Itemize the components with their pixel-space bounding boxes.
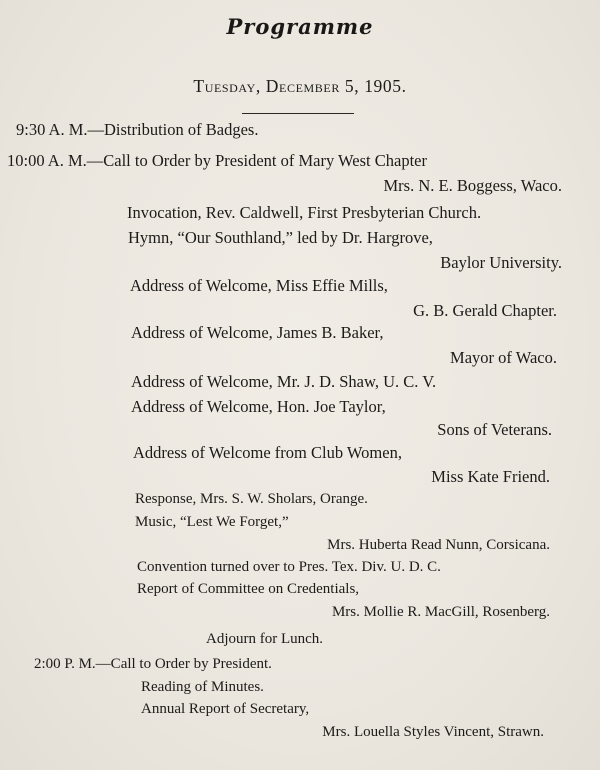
program-date: Tuesday, December 5, 1905. — [193, 76, 407, 96]
program-line-attribution: Mrs. N. E. Boggess, Waco. — [383, 176, 562, 195]
page-title: Programme — [226, 14, 374, 39]
program-line: 9:30 A. M.—Distribution of Badges. — [16, 120, 259, 139]
program-line-attribution: Miss Kate Friend. — [431, 467, 550, 486]
program-line-attribution: Mrs. Louella Styles Vincent, Strawn. — [322, 724, 544, 740]
program-line-attribution: Mrs. Mollie R. MacGill, Rosenberg. — [331, 604, 550, 620]
program-line-attribution: Baylor University. — [440, 253, 562, 272]
program-line: Annual Report of Secretary, — [141, 701, 310, 717]
program-line-attribution: G. B. Gerald Chapter. — [413, 301, 557, 320]
program-line: 2:00 P. M.—Call to Order by President. — [34, 656, 272, 672]
program-line: Invocation, Rev. Caldwell, First Presbyterian Church. — [127, 203, 482, 222]
program-line-attribution: Sons of Veterans. — [437, 420, 552, 439]
program-line: Address of Welcome, Hon. Joe Taylor, — [131, 397, 386, 416]
program-line: Response, Mrs. S. W. Sholars, Orange. — [135, 491, 368, 507]
program-line: Address of Welcome, Miss Effie Mills, — [130, 276, 388, 295]
program-line: Hymn, “Our Southland,” led by Dr. Hargrove, — [128, 228, 433, 247]
program-line: Music, “Lest We Forget,” — [135, 514, 289, 530]
program-line: Report of Committee on Credentials, — [137, 581, 360, 597]
program-line: Reading of Minutes. — [141, 679, 264, 695]
program-line: Convention turned over to Pres. Tex. Div. U. D. C. — [137, 559, 441, 575]
program-line-attribution: Mrs. Huberta Read Nunn, Corsicana. — [327, 537, 550, 553]
program-line: Address of Welcome from Club Women, — [133, 443, 402, 462]
program-line: Address of Welcome, James B. Baker, — [131, 323, 384, 342]
program-line: Address of Welcome, Mr. J. D. Shaw, U. C. V. — [131, 372, 437, 391]
divider-rule — [242, 113, 354, 114]
program-line: 10:00 A. M.—Call to Order by President of Mary West Chapter — [7, 151, 427, 170]
program-line-attribution: Mayor of Waco. — [450, 348, 557, 367]
program-line: Adjourn for Lunch. — [206, 631, 324, 647]
